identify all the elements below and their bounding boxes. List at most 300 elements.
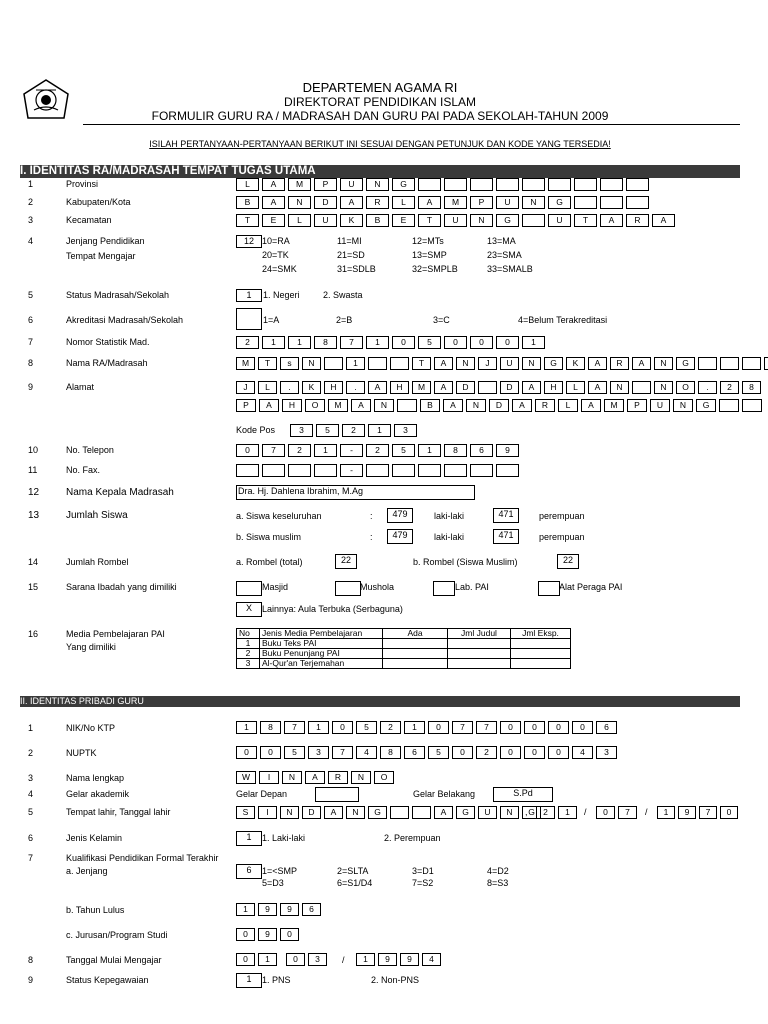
char-cell[interactable]: 2: [236, 336, 259, 349]
kecamatan-label: Kecamatan: [66, 215, 112, 225]
table-cell-input[interactable]: [383, 639, 448, 649]
rombel-a-label: a. Rombel (total): [236, 557, 303, 567]
char-cell[interactable]: E: [262, 214, 285, 227]
char-cell[interactable]: D: [500, 381, 519, 394]
char-cell[interactable]: 0: [548, 746, 569, 759]
char-cell[interactable]: 3: [394, 424, 417, 437]
char-cell[interactable]: 0: [236, 928, 255, 941]
char-cell[interactable]: D: [456, 381, 475, 394]
tgl-lahir-mm[interactable]: [596, 806, 640, 819]
char-cell[interactable]: 1: [356, 953, 375, 966]
char-cell[interactable]: 1: [558, 806, 577, 819]
char-cell[interactable]: N: [470, 214, 493, 227]
char-cell[interactable]: [314, 464, 337, 477]
char-cell[interactable]: 2: [380, 721, 401, 734]
sarana-alat-checkbox[interactable]: [538, 581, 560, 596]
char-cell[interactable]: [719, 399, 739, 412]
char-cell[interactable]: U: [314, 214, 337, 227]
char-cell[interactable]: 8: [742, 381, 761, 394]
char-cell[interactable]: 6: [596, 721, 617, 734]
char-cell[interactable]: L: [236, 178, 259, 191]
nama-guru-field[interactable]: [236, 771, 397, 784]
char-cell[interactable]: A: [340, 196, 363, 209]
table-cell-input[interactable]: [511, 639, 571, 649]
char-cell[interactable]: N: [522, 196, 545, 209]
char-cell[interactable]: N: [456, 357, 475, 370]
char-cell[interactable]: 8: [380, 746, 401, 759]
char-cell[interactable]: [720, 357, 739, 370]
char-cell[interactable]: 9: [400, 953, 419, 966]
char-cell[interactable]: O: [305, 399, 325, 412]
char-cell[interactable]: 3: [308, 953, 327, 966]
char-cell[interactable]: A: [588, 381, 607, 394]
char-cell[interactable]: 7: [699, 806, 717, 819]
char-cell[interactable]: A: [418, 196, 441, 209]
char-cell[interactable]: 7: [340, 336, 363, 349]
char-cell[interactable]: -: [340, 464, 363, 477]
char-cell[interactable]: E: [392, 214, 415, 227]
char-cell[interactable]: 5: [392, 444, 415, 457]
char-cell[interactable]: 8: [260, 721, 281, 734]
char-cell[interactable]: 3: [308, 746, 329, 759]
char-cell[interactable]: [522, 214, 545, 227]
char-cell[interactable]: 0: [720, 806, 738, 819]
char-cell[interactable]: H: [324, 381, 343, 394]
ministry-logo: [20, 78, 72, 120]
kodepos-field[interactable]: [290, 424, 420, 437]
char-cell[interactable]: 0: [500, 721, 521, 734]
char-cell[interactable]: 0: [260, 746, 281, 759]
char-cell[interactable]: N: [522, 357, 541, 370]
char-cell[interactable]: N: [282, 771, 302, 784]
char-cell[interactable]: [366, 464, 389, 477]
char-cell[interactable]: A: [305, 771, 325, 784]
char-cell[interactable]: A: [581, 399, 601, 412]
char-cell[interactable]: [418, 464, 441, 477]
char-cell[interactable]: [574, 196, 597, 209]
gelar-belakang-input[interactable]: S.Pd: [493, 787, 553, 802]
char-cell[interactable]: 8: [444, 444, 467, 457]
jenjang-input[interactable]: 12: [236, 235, 262, 248]
char-cell[interactable]: B: [236, 196, 259, 209]
char-cell[interactable]: 0: [392, 336, 415, 349]
char-cell[interactable]: G: [368, 806, 387, 819]
char-cell[interactable]: P: [314, 178, 337, 191]
char-cell[interactable]: R: [366, 196, 389, 209]
gelar-depan-input[interactable]: [315, 787, 359, 802]
char-cell[interactable]: L: [558, 399, 578, 412]
char-cell[interactable]: [574, 178, 597, 191]
char-cell[interactable]: 0: [452, 746, 473, 759]
char-cell[interactable]: 1: [368, 424, 391, 437]
char-cell[interactable]: 1: [404, 721, 425, 734]
nama-madrasah-field[interactable]: [236, 357, 768, 370]
char-cell[interactable]: A: [259, 399, 279, 412]
char-cell[interactable]: N: [610, 381, 629, 394]
char-cell[interactable]: G: [548, 196, 571, 209]
char-cell[interactable]: L: [258, 381, 277, 394]
char-cell[interactable]: -: [340, 444, 363, 457]
char-cell[interactable]: 1: [346, 357, 365, 370]
char-cell[interactable]: H: [390, 381, 409, 394]
char-cell[interactable]: U: [496, 196, 519, 209]
char-cell[interactable]: L: [288, 214, 311, 227]
kepala-input[interactable]: Dra. Hj. Dahlena Ibrahim, M.Ag: [236, 485, 475, 500]
char-cell[interactable]: 5: [316, 424, 339, 437]
char-cell[interactable]: 5: [428, 746, 449, 759]
table-cell-input[interactable]: [383, 649, 448, 659]
telepon-field[interactable]: [236, 444, 522, 457]
char-cell[interactable]: A: [652, 214, 675, 227]
char-cell[interactable]: N: [288, 196, 311, 209]
char-cell[interactable]: K: [566, 357, 585, 370]
char-cell[interactable]: P: [627, 399, 647, 412]
char-cell[interactable]: U: [500, 357, 519, 370]
char-cell[interactable]: A: [434, 357, 453, 370]
char-cell[interactable]: 0: [548, 721, 569, 734]
table-cell-input[interactable]: [448, 649, 511, 659]
char-cell[interactable]: J: [478, 357, 497, 370]
rombel-b-input[interactable]: 22: [557, 554, 579, 569]
sarana-lab-checkbox[interactable]: [433, 581, 455, 596]
row-number: 4: [28, 236, 34, 246]
siswa-b-laki[interactable]: 471: [493, 529, 519, 544]
char-cell[interactable]: M: [412, 381, 431, 394]
char-cell[interactable]: L: [392, 196, 415, 209]
char-cell[interactable]: R: [535, 399, 555, 412]
char-cell[interactable]: [444, 178, 467, 191]
char-cell[interactable]: U: [548, 214, 571, 227]
char-cell[interactable]: .: [280, 381, 299, 394]
kepegawaian-opt-nonpns: 2. Non-PNS: [371, 975, 420, 985]
mulai-mm[interactable]: [286, 953, 330, 966]
char-cell[interactable]: N: [500, 806, 519, 819]
char-cell[interactable]: 1: [366, 336, 389, 349]
char-cell[interactable]: 4: [572, 746, 593, 759]
siswa-b-total[interactable]: 479: [387, 529, 413, 544]
char-cell[interactable]: P: [470, 196, 493, 209]
char-cell[interactable]: .: [346, 381, 365, 394]
kepegawaian-input[interactable]: 1: [236, 973, 262, 988]
char-cell[interactable]: [496, 464, 519, 477]
sarana-mushola-checkbox[interactable]: [335, 581, 361, 596]
kelamin-input[interactable]: 1: [236, 831, 262, 846]
char-cell[interactable]: 0: [286, 953, 305, 966]
sarana-masjid-checkbox[interactable]: [236, 581, 262, 596]
char-cell[interactable]: N: [346, 806, 365, 819]
char-cell[interactable]: A: [443, 399, 463, 412]
char-cell[interactable]: 0: [596, 806, 615, 819]
char-cell[interactable]: K: [340, 214, 363, 227]
char-cell[interactable]: 3: [596, 746, 617, 759]
char-cell[interactable]: [764, 357, 768, 370]
char-cell[interactable]: 0: [444, 336, 467, 349]
char-cell[interactable]: N: [302, 357, 321, 370]
code-option: 6=S1/D4: [337, 878, 373, 888]
char-cell[interactable]: 1: [258, 953, 277, 966]
char-cell[interactable]: M: [604, 399, 624, 412]
char-cell[interactable]: [288, 464, 311, 477]
char-cell[interactable]: 7: [332, 746, 353, 759]
char-cell[interactable]: 3: [290, 424, 313, 437]
char-cell[interactable]: [368, 357, 387, 370]
char-cell[interactable]: 6: [404, 746, 425, 759]
akreditasi-input[interactable]: [236, 308, 262, 330]
char-cell[interactable]: N: [374, 399, 394, 412]
char-cell[interactable]: A: [522, 381, 541, 394]
char-cell[interactable]: 2: [342, 424, 365, 437]
char-cell[interactable]: 9: [258, 928, 277, 941]
char-cell[interactable]: T: [258, 357, 277, 370]
char-cell[interactable]: T: [574, 214, 597, 227]
table-cell-input[interactable]: [383, 659, 448, 669]
alamat-field-2[interactable]: [236, 399, 765, 412]
char-cell[interactable]: K: [302, 381, 321, 394]
siswa-a-laki[interactable]: 471: [493, 508, 519, 523]
char-cell[interactable]: N: [466, 399, 486, 412]
nsm-field[interactable]: [236, 336, 548, 349]
char-cell[interactable]: O: [676, 381, 695, 394]
char-cell[interactable]: D: [489, 399, 509, 412]
rombel-a-input[interactable]: 22: [335, 554, 357, 569]
char-cell[interactable]: [626, 196, 649, 209]
char-cell[interactable]: [444, 464, 467, 477]
char-cell[interactable]: A: [324, 806, 343, 819]
char-cell[interactable]: 7: [262, 444, 285, 457]
char-cell[interactable]: B: [420, 399, 440, 412]
table-cell-input[interactable]: [511, 659, 571, 669]
char-cell[interactable]: [632, 381, 651, 394]
char-cell[interactable]: 4: [356, 746, 377, 759]
char-cell[interactable]: A: [434, 381, 453, 394]
char-cell[interactable]: s: [280, 357, 299, 370]
char-cell[interactable]: U: [444, 214, 467, 227]
char-cell[interactable]: [496, 178, 519, 191]
char-cell[interactable]: M: [328, 399, 348, 412]
char-cell[interactable]: 7: [618, 806, 637, 819]
tempat-lahir-field[interactable]: [236, 806, 544, 819]
char-cell[interactable]: A: [588, 357, 607, 370]
char-cell[interactable]: G: [496, 214, 519, 227]
char-cell[interactable]: 1: [418, 444, 441, 457]
char-cell[interactable]: [698, 357, 717, 370]
char-cell[interactable]: 0: [236, 746, 257, 759]
char-cell[interactable]: I: [258, 806, 277, 819]
char-cell[interactable]: 2: [288, 444, 311, 457]
char-cell[interactable]: 1: [657, 806, 675, 819]
char-cell[interactable]: [742, 357, 761, 370]
char-cell[interactable]: P: [236, 399, 256, 412]
char-cell[interactable]: 0: [524, 721, 545, 734]
char-cell[interactable]: W: [236, 771, 256, 784]
char-cell[interactable]: G: [392, 178, 415, 191]
char-cell[interactable]: [600, 178, 623, 191]
char-cell[interactable]: [324, 357, 343, 370]
char-cell[interactable]: 5: [356, 721, 377, 734]
mulai-dd[interactable]: [236, 953, 280, 966]
char-cell[interactable]: M: [444, 196, 467, 209]
char-cell[interactable]: H: [544, 381, 563, 394]
char-cell[interactable]: U: [650, 399, 670, 412]
char-cell[interactable]: A: [262, 178, 285, 191]
char-cell[interactable]: T: [412, 357, 431, 370]
char-cell[interactable]: 0: [236, 953, 255, 966]
char-cell[interactable]: [626, 178, 649, 191]
char-cell[interactable]: [478, 381, 497, 394]
kualifikasi-input[interactable]: 6: [236, 864, 262, 879]
tahun-lulus-field[interactable]: [236, 903, 324, 916]
char-cell[interactable]: 0: [524, 746, 545, 759]
char-cell[interactable]: 8: [314, 336, 337, 349]
provinsi-label: Provinsi: [66, 179, 99, 189]
char-cell[interactable]: [412, 806, 431, 819]
fax-field[interactable]: [236, 464, 522, 477]
char-cell[interactable]: N: [366, 178, 389, 191]
char-cell[interactable]: T: [418, 214, 441, 227]
char-cell[interactable]: 0: [500, 746, 521, 759]
char-cell[interactable]: 0: [496, 336, 519, 349]
char-cell[interactable]: G: [456, 806, 475, 819]
kabupaten-field[interactable]: [236, 196, 652, 209]
char-cell[interactable]: 6: [302, 903, 321, 916]
char-cell[interactable]: L: [566, 381, 585, 394]
char-cell[interactable]: G: [522, 806, 541, 819]
char-cell[interactable]: [522, 178, 545, 191]
char-cell[interactable]: I: [259, 771, 279, 784]
char-cell[interactable]: R: [626, 214, 649, 227]
char-cell[interactable]: M: [236, 357, 255, 370]
char-cell[interactable]: [548, 178, 571, 191]
char-cell[interactable]: N: [351, 771, 371, 784]
char-cell[interactable]: .: [698, 381, 717, 394]
char-cell[interactable]: N: [654, 381, 673, 394]
char-cell[interactable]: 9: [258, 903, 277, 916]
char-cell[interactable]: 0: [572, 721, 593, 734]
nuptk-field[interactable]: [236, 746, 620, 759]
char-cell[interactable]: [418, 178, 441, 191]
char-cell[interactable]: M: [288, 178, 311, 191]
char-cell[interactable]: 0: [428, 721, 449, 734]
char-cell[interactable]: [397, 399, 417, 412]
char-cell[interactable]: A: [368, 381, 387, 394]
char-cell[interactable]: [600, 196, 623, 209]
kecamatan-field[interactable]: [236, 214, 678, 227]
char-cell[interactable]: 5: [418, 336, 441, 349]
table-cell-input[interactable]: [448, 639, 511, 649]
char-cell[interactable]: N: [654, 357, 673, 370]
char-cell[interactable]: 4: [422, 953, 441, 966]
char-cell[interactable]: D: [302, 806, 321, 819]
char-cell[interactable]: 1: [288, 336, 311, 349]
char-cell[interactable]: A: [600, 214, 623, 227]
char-cell[interactable]: 6: [470, 444, 493, 457]
char-cell[interactable]: 1: [236, 903, 255, 916]
row-number: 5: [28, 807, 34, 817]
table-cell-input[interactable]: [448, 659, 511, 669]
char-cell[interactable]: A: [512, 399, 532, 412]
char-cell[interactable]: [392, 464, 415, 477]
char-cell[interactable]: A: [434, 806, 453, 819]
char-cell[interactable]: A: [262, 196, 285, 209]
char-cell[interactable]: A: [632, 357, 651, 370]
char-cell[interactable]: 1: [522, 336, 545, 349]
char-cell[interactable]: U: [478, 806, 497, 819]
char-cell[interactable]: 7: [452, 721, 473, 734]
tgl-lahir-dd[interactable]: [536, 806, 580, 819]
char-cell[interactable]: 0: [470, 336, 493, 349]
char-cell[interactable]: D: [314, 196, 337, 209]
char-cell[interactable]: [470, 464, 493, 477]
table-cell: 1: [237, 639, 260, 649]
char-cell[interactable]: 0: [236, 444, 259, 457]
code-option: 13=SMP: [412, 250, 447, 260]
char-cell[interactable]: 7: [476, 721, 497, 734]
nik-field[interactable]: [236, 721, 620, 734]
jurusan-field[interactable]: [236, 928, 302, 941]
char-cell[interactable]: R: [610, 357, 629, 370]
char-cell[interactable]: 2: [536, 806, 555, 819]
char-cell[interactable]: G: [676, 357, 695, 370]
char-cell[interactable]: S: [236, 806, 255, 819]
char-cell[interactable]: B: [366, 214, 389, 227]
char-cell[interactable]: 9: [280, 903, 299, 916]
char-cell[interactable]: 7: [284, 721, 305, 734]
table-cell-input[interactable]: [511, 649, 571, 659]
char-cell[interactable]: 2: [476, 746, 497, 759]
char-cell[interactable]: T: [236, 214, 259, 227]
char-cell[interactable]: 9: [678, 806, 696, 819]
char-cell[interactable]: [236, 464, 259, 477]
char-cell[interactable]: [470, 178, 493, 191]
char-cell[interactable]: 9: [378, 953, 397, 966]
char-cell[interactable]: J: [236, 381, 255, 394]
char-cell[interactable]: G: [544, 357, 563, 370]
char-cell[interactable]: 1: [236, 721, 257, 734]
char-cell[interactable]: 0: [280, 928, 299, 941]
char-cell[interactable]: A: [351, 399, 371, 412]
sarana-lainnya-checkbox[interactable]: X: [236, 602, 262, 617]
status-input[interactable]: 1: [236, 289, 262, 302]
alamat-field-1[interactable]: [236, 381, 764, 394]
char-cell[interactable]: 0: [332, 721, 353, 734]
char-cell[interactable]: N: [280, 806, 299, 819]
mulai-yyyy[interactable]: [356, 953, 444, 966]
char-cell[interactable]: 2: [720, 381, 739, 394]
char-cell[interactable]: N: [673, 399, 693, 412]
char-cell[interactable]: 1: [308, 721, 329, 734]
char-cell[interactable]: [262, 464, 285, 477]
char-cell[interactable]: 9: [496, 444, 519, 457]
kepala-label: Nama Kepala Madrasah: [66, 487, 174, 498]
char-cell[interactable]: G: [696, 399, 716, 412]
char-cell[interactable]: O: [374, 771, 394, 784]
char-cell[interactable]: [390, 357, 409, 370]
tgl-lahir-yyyy[interactable]: [657, 806, 741, 819]
char-cell[interactable]: [742, 399, 762, 412]
ttl-label: Tempat lahir, Tanggal lahir: [66, 807, 171, 817]
char-cell[interactable]: [390, 806, 409, 819]
siswa-a-total[interactable]: 479: [387, 508, 413, 523]
char-cell[interactable]: H: [282, 399, 302, 412]
provinsi-field[interactable]: [236, 178, 652, 191]
char-cell[interactable]: 2: [366, 444, 389, 457]
char-cell[interactable]: 5: [284, 746, 305, 759]
code-option: 32=SMPLB: [412, 264, 458, 274]
char-cell[interactable]: 1: [262, 336, 285, 349]
char-cell[interactable]: 1: [314, 444, 337, 457]
char-cell[interactable]: U: [340, 178, 363, 191]
char-cell[interactable]: R: [328, 771, 348, 784]
